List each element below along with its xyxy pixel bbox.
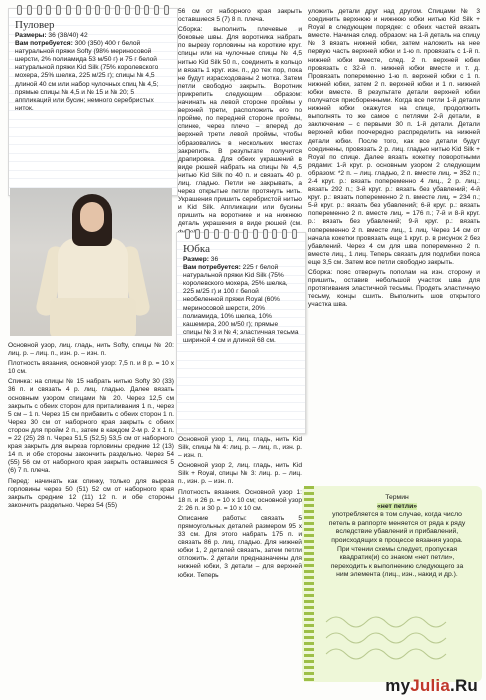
assembly-text	[178, 8, 302, 239]
spiral-binding-2	[185, 229, 297, 237]
col2-bottom-para-3: Плотность вязания. Основной узор 1: 18 п. и 26 р. = 10 х 10 см; основной узор 2: 26 п. и 30 р. = 10 х 10 см.	[178, 488, 302, 512]
col3-para-1: уложить детали друг над другом. Спицами № 3 соединить верхнюю и нижнюю юбки нитью Kid Silk + Royal в следующем порядке: с обеих частей вязать вместе. Начиная след. образом: на 1-й деталь на спицу № 3 вязать нижней юбки, затем наложить на нее первую часть верхней юбки и 1-ю п. провязать с 1-й п. нижней юбки вместе, след. 2 п. верхней юбки провязать с 32-й п. нижней юбки вместе и т. д. Провязать попеременно 1-ю п. верхней юбки с 1 п. нижней юбки, затем 2 п. верхней юбки и 1 п. нижней юбки вместе. В результате детали верхней юбки получатся присборенными. Когда все петли 1-й детали нижней юбки окажутся на спице, продолжить выполнять то же самое с петлями 2-й детали, в заключение – с первыми 30 п. 1-й детали. Детали верхней юбки поочередно распределить на нижней детали юбки. После того, как все детали будут соединены, провязать 2 р. лиц. гладью нитью Kid Silk + Royal по спице. Далее вязать кокетку поворотными рядами: 1-й круг. р. основным узором 2 следующим образом: *2 п. – лиц. гладью, 2 п. вместе лиц. = 352 п.; 2-4 круг. р.: вязать попеременно 4 лиц., 2 р. лиц.: вязать 292 п.; 3-й круг. р.: вязать без убавлений; 4-й круг. р.: вязать попеременно 2 п. вместе лиц. = 234 п.; 5-й круг. р.: вязать без убавлений; 6-й круг. р.: вязать попеременно 2 п. вместе лиц. = 176 п.; 7-й и 8-й круг. р.: вязать без убавлений; 9-й круг. р.: вязать попеременно 2 п. вместе лиц., 1 лиц. Через 14 см от начала кокетки провязать еще 1 круг. р. в рисунок 2 без убавлений. Через 4 см для шва попеременно 2 п. вместе лиц., 1 лиц. Теперь связать для подгибки пояса еще 3,5 см. Затем все петли свободно закрыть.	[308, 8, 480, 266]
col2-bottom-para-1: Основной узор 1, лиц. гладь, нить Kid Silk, спицы № 4: лиц. р. – лиц. п., изн. р. – изн. п.	[178, 436, 302, 460]
pullover-para-2: Плотность вязания, основной узор: 7,5 п. и 8 р. = 10 х 10 см.	[8, 360, 174, 376]
decorative-stripe	[304, 486, 314, 682]
pullover-para-3: Спинка: на спицы № 15 набрать нитью Softy 30 (33) 36 п. и связать 4 р. лиц. гладью. Далее вязать основным узором спицами № 20. Через 12,5 см закрыть с обеих сторон для приталивания 1 п., через 5 см – 1 п. Через 15 см прибавить с обеих сторон 1 п. Через 30 см от наборного края закрыть с обеих сторон для пройм 2 п., затем в каждом 2-м р. 2 х 1 п. = 22 (25) 28 п. Через 51,5 (52,5) 53,5 см от наборного края закрыть для выреза горловины средние 12 (13) 14 п. и обе стороны закончить раздельно. Через 54 (55) 56 см от наборного края закрыть оставшиеся 5 (6) 7 п. плеча.	[8, 378, 174, 475]
skirt-card	[176, 232, 306, 434]
skirt-title: Юбка	[183, 243, 210, 255]
site-watermark: myJulia.Ru	[385, 676, 478, 695]
pullover-materials: Вам потребуется: 300 (350) 400 г белой натуральной пряжи Softy (98% мериносовой шерсти, 2% полиамида 53 м/50 г) и 75 г белой натуральной пряжи Kid Silk (75% королевского мохера, 25% шелка, 225 м/25 г); спицы № 4,5 длиной 40 см или набор чулочных спиц № 4,5; прямые спицы № 4,5 и № 15 и № 20; 5 аппликаций или бусин; немного серебристых ниток.	[15, 40, 159, 112]
pullover-para-4: Перед: начинать как спинку, только для выреза горловины через 50 (51) 52 см от наборного края закрыть средние 12 (11) 12 п. и обе стороны закончить раздельно. Через 54 (55)	[8, 477, 174, 509]
col2-bottom-para-4: Описание работы: связать 5 прямоугольных деталей размером 95 х 33 см. Для этого набрать 175 п. и связать 86 р. лиц. гладью. Для нижней юбки 1, 2 деталей связать, затем петли отложить. 2 детали предназначены для нижней юбки, 3 детали – для верхней юбки. Теперь	[178, 514, 302, 579]
skirt-assembly-text	[308, 8, 480, 311]
term-box	[302, 486, 482, 682]
pullover-instructions	[8, 342, 174, 512]
pullover-title: Пуловер	[15, 19, 55, 31]
pullover-sizes: Размеры: 36 (38/40) 42	[15, 32, 88, 39]
model-photo	[10, 188, 172, 336]
stitch-illustration	[316, 612, 466, 670]
col3-para-2: Сборка: пояс отвернуть пополам на изн. сторону и пришить, оставив небольшой участок шва для протягивания эластичной тесьмы. Продеть эластичную тесьму, концы сшить. Выполнить шов открытого участка шва.	[308, 269, 480, 309]
pullover-para-1: Основной узор, лиц. гладь, нить Softy, спицы № 20: лиц. р. – лиц. п., изн. р. – изн. п.	[8, 342, 174, 358]
skirt-materials: Вам потребуется: 225 г белой натуральной пряжи Kid Silk (75% королевского мохера, 25% шелка, 225 м/25 г) и 100 г белой необеленной пряжи Royal (60% мериносовой шерсти, 20% полиамида, 10% шелка, 10% кашемира, 200 м/50 г); прямые спицы № 3 и № 4; эластичная тесьма шириной 4 см и длиной 68 см.	[183, 264, 299, 344]
term-highlight: «нет петли»	[376, 502, 418, 510]
skirt-sizes: Размер: 36	[183, 256, 219, 263]
term-reading-note: При чтении схемы следует, пропуская квадратик(и) со знаком «нет петли», переходить к выполнению следующего за ним элемента (лиц., изн., накид и др.).	[330, 545, 464, 579]
spiral-binding	[17, 5, 169, 13]
term-definition: употребляется в том случае, когда число петель в раппорте меняется от ряда к ряду вследствие убавлений и прибавлений, происходящих в процессе вязания узора.	[328, 511, 466, 544]
col2-para-2: Сборка: выполнить плечевые и боковые швы. Для воротника набрать по вырезу горловины на короткие круг. спицы или на чулочные спицы № 4,5 нитью Kid Silk 50 п., соединить в кольцо и вязать 1 круг. изн. п., до тех пор, пока не будут израсходованы 2 мотка. Затем петли свободно закрыть. Воротник прикрепить следующим образом: начинать на левой стороне проймы у верхней трети, расположить его по пройме, по передней стороне проймы, спинке, через плечо – вперед до верхней трети левой проймы, чтобы образовались в нескольких местах закрепить. В результате получится драпировка. Для обеих украшений в виде рюшей набрать на спицы № 4,5 нитью Kid Silk по 40 п. и связать 40 р. лиц. гладью. Петли не закрывать, а через открытые петли протянуть нить. Украшения пришить серебристой нитью и Kid Silk. Аппликации или бусины пришить на воротнике и на нижнюю деталь украшения в виде рюшей (см.	[178, 26, 302, 228]
col2-para-1: 56 см от наборного края закрыть оставшиеся 5 (7) 8 п. плеча.	[178, 8, 302, 24]
col2-bottom-para-2: Основной узор 2, лиц. гладь, нить Kid Silk + Royal, спицы № 3: лиц. р. – лиц. п., изн. р. – изн. п.	[178, 462, 302, 486]
skirt-instructions	[178, 436, 302, 582]
term-label: Термин	[385, 494, 409, 501]
pullover-card	[8, 8, 178, 196]
